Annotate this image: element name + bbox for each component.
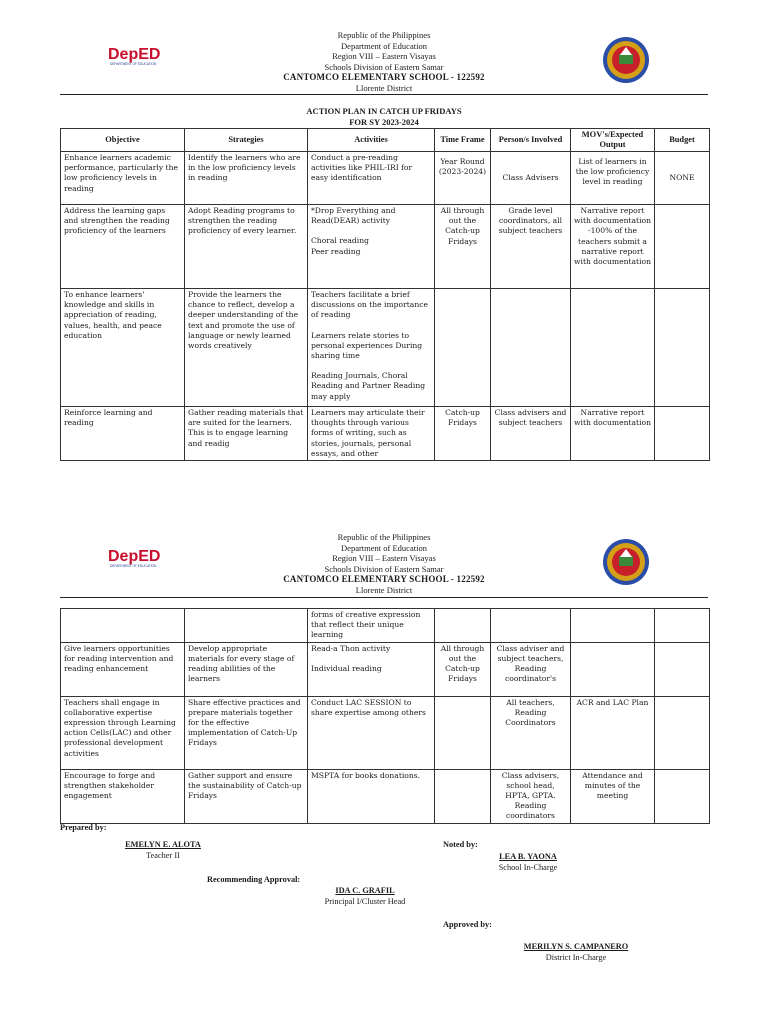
- approved-by-name: MERILYN S. CAMPANERO: [523, 942, 629, 951]
- budget-cell: [655, 407, 710, 461]
- prepared-by-name: EMELYN E. ALOTA: [125, 840, 201, 849]
- table-row: [61, 407, 710, 461]
- prepared-by-label: Prepared by:: [60, 823, 107, 832]
- activities-cell: [308, 642, 435, 696]
- approved-by-label: Approved by:: [443, 920, 492, 929]
- strategies-cell: [185, 609, 308, 643]
- title-line-2: FOR SY 2023-2024: [349, 116, 419, 127]
- recommending-name: IDA C. GRAFIL: [335, 886, 395, 895]
- strategies-cell: Provide the learners the chance to reflect, develop a deeper understanding of the text and promote the use of language or newly learned words creatively: [185, 289, 308, 407]
- objective-cell: Enhance learners academic performance, particularly the low proficiency levels in reading: [61, 152, 185, 205]
- budget-cell: [655, 769, 710, 823]
- objective-cell: Encourage to forge and strengthen stakeholder engagement: [61, 769, 185, 823]
- activity-item: Choral reading Peer reading: [311, 236, 369, 256]
- strategies-cell: Gather support and ensure the sustainability of Catch-up Fridays: [185, 769, 308, 823]
- activity-item: Individual reading: [311, 663, 382, 673]
- letterhead-page-2: [0, 532, 768, 595]
- header-strategies: Strategies: [185, 129, 308, 152]
- header-persons-involved: Person/s Involved: [491, 129, 571, 152]
- objective-cell: To enhance learners' knowledge and skills in appreciation of reading, values, health, and peace education: [61, 289, 185, 407]
- activities-cell: MSPTA for books donations.: [308, 769, 435, 823]
- strategies-cell: Identify the learners who are in the low proficiency levels in reading: [185, 152, 308, 205]
- persons-cell: Grade level coordinators, all subject teachers: [491, 205, 571, 289]
- activities-cell: Conduct LAC SESSION to share expertise among others: [308, 696, 435, 769]
- time-frame-cell: [435, 289, 491, 407]
- budget-cell: NONE: [655, 152, 710, 205]
- header-line-republic: Republic of the Philippines: [337, 532, 431, 542]
- time-frame-cell: [435, 769, 491, 823]
- header-divider: [60, 94, 708, 95]
- prepared-by-title: Teacher II: [146, 850, 180, 860]
- header-line-department: Department of Education: [341, 40, 427, 51]
- budget-cell: [655, 696, 710, 769]
- header-time-frame: Time Frame: [435, 129, 491, 152]
- title-line-1: ACTION PLAN IN CATCH UP FRIDAYS: [306, 106, 462, 116]
- table-row: [61, 696, 710, 769]
- table-row: [61, 642, 710, 696]
- svg-text:DepED: DepED: [108, 548, 161, 565]
- persons-cell: Class Advisers: [491, 152, 571, 205]
- header-line-division: Schools Division of Eastern Samar: [324, 563, 444, 574]
- budget-cell: [655, 205, 710, 289]
- persons-cell: Class advisers, school head, HPTA, GPTA. Reading coordinators: [491, 769, 571, 823]
- svg-text:DEPARTMENT OF EDUCATION: DEPARTMENT OF EDUCATION: [110, 564, 157, 568]
- strategies-cell: Develop appropriate materials for every stage of reading abilities of the learners: [185, 642, 308, 696]
- activities-cell: Learners may articulate their thoughts through various forms of writing, such as stories, journals, personal essays, and other: [308, 407, 435, 461]
- header-movs-expected-output: MOV's/Expected Output: [571, 129, 655, 152]
- budget-cell: [655, 642, 710, 696]
- svg-text:DepED: DepED: [108, 46, 161, 63]
- letterhead: [0, 30, 768, 93]
- header-budget: Budget: [655, 129, 710, 152]
- mov-cell: [571, 289, 655, 407]
- action-plan-table-page-2: [60, 608, 710, 824]
- noted-by-block: [443, 840, 478, 851]
- mov-cell: Attendance and minutes of the meeting: [571, 769, 655, 823]
- header-district: Llorente District: [355, 82, 413, 93]
- objective-cell: Address the learning gaps and strengthen the reading proficiency of the learners: [61, 205, 185, 289]
- activities-cell: forms of creative expression that reflect their unique learning: [308, 609, 435, 643]
- mov-cell: ACR and LAC Plan: [571, 696, 655, 769]
- header-school-name: CANTOMCO ELEMENTARY SCHOOL - 122592: [283, 72, 485, 82]
- activity-item: Reading Journals, Choral Reading and Partner Reading may apply: [311, 371, 426, 401]
- activity-item: Teachers facilitate a brief discussions on the importance of reading: [311, 290, 428, 320]
- table-row: [61, 152, 710, 205]
- header-line-division: Schools Division of Eastern Samar: [324, 61, 444, 72]
- header-line-region: Region VIII – Eastern Visayas: [332, 51, 436, 61]
- action-plan-table-page-1: [60, 128, 710, 461]
- activities-cell: [308, 205, 435, 289]
- header-line-republic: Republic of the Philippines: [337, 30, 431, 40]
- time-frame-cell: [435, 609, 491, 643]
- persons-cell: Class advisers and subject teachers: [491, 407, 571, 461]
- header-line-department: Department of Education: [341, 542, 427, 553]
- mov-cell: Narrative report with documentation -100% of the teachers submit a narrative report with documentation: [571, 205, 655, 289]
- mov-cell: [571, 609, 655, 643]
- header-activities: Activities: [308, 129, 435, 152]
- table-row: [61, 769, 710, 823]
- approved-by-title: District In-Charge: [545, 952, 607, 962]
- persons-cell: All teachers, Reading Coordinators: [491, 696, 571, 769]
- activities-cell: [308, 289, 435, 407]
- header-district: Llorente District: [355, 584, 413, 595]
- strategies-cell: Adopt Reading programs to strengthen the reading proficiency of every learner.: [185, 205, 308, 289]
- time-frame-cell: [435, 696, 491, 769]
- recommending-approval-label: Recommending Approval:: [207, 875, 301, 884]
- persons-cell: Class adviser and subject teachers, Reading coordinator's: [491, 642, 571, 696]
- objective-cell: Teachers shall engage in collaborative expertise expression through Learning action Cells(LAC) and other professional development activities: [61, 696, 185, 769]
- table-row: [61, 609, 710, 643]
- budget-cell: [655, 609, 710, 643]
- table-row: [61, 289, 710, 407]
- document-title: [0, 106, 768, 127]
- activity-item: *Drop Everything and Read(DEAR) activity: [311, 206, 396, 226]
- mov-cell: [571, 642, 655, 696]
- budget-cell: [655, 289, 710, 407]
- mov-cell: List of learners in the low proficiency level in reading: [571, 152, 655, 205]
- approved-by-block: [443, 920, 492, 931]
- time-frame-cell: All through out the Catch-up Fridays: [435, 642, 491, 696]
- noted-by-name: LEA B. YAONA: [499, 852, 557, 861]
- objective-cell: Reinforce learning and reading: [61, 407, 185, 461]
- strategies-cell: Share effective practices and prepare materials together for the effective implementation of Catch-Up Fridays: [185, 696, 308, 769]
- recommending-title: Principal I/Cluster Head: [324, 896, 406, 906]
- recommending-approval-block: [207, 875, 300, 886]
- svg-text:DEPARTMENT OF EDUCATION: DEPARTMENT OF EDUCATION: [110, 62, 157, 66]
- activity-item: Read-a Thon activity: [311, 643, 391, 653]
- prepared-by-block: [60, 823, 106, 834]
- time-frame-cell: Year Round (2023-2024): [435, 152, 491, 205]
- header-divider: [60, 597, 708, 598]
- strategies-cell: Gather reading materials that are suited for the learners. This is to engage learning and readig: [185, 407, 308, 461]
- header-objective: Objective: [61, 129, 185, 152]
- approved-by-signatory: [510, 942, 642, 963]
- noted-by-title: School In-Charge: [498, 862, 558, 872]
- header-line-region: Region VIII – Eastern Visayas: [332, 553, 436, 563]
- objective-cell: [61, 609, 185, 643]
- mov-cell: Narrative report with documentation: [571, 407, 655, 461]
- table-header-row: [61, 129, 710, 152]
- table-row: [61, 205, 710, 289]
- recommending-signatory: [306, 886, 424, 907]
- noted-by-signatory: [488, 852, 568, 873]
- activity-item: Learners relate stories to personal experiences During sharing time: [311, 330, 423, 361]
- persons-cell: [491, 609, 571, 643]
- activities-cell: Conduct a pre-reading activities like PHIL-IRI for easy identification: [308, 152, 435, 205]
- header-school-name: CANTOMCO ELEMENTARY SCHOOL - 122592: [283, 574, 485, 584]
- persons-cell: [491, 289, 571, 407]
- prepared-by-signatory: [118, 840, 208, 861]
- noted-by-label: Noted by:: [443, 840, 478, 849]
- time-frame-cell: All through out the Catch-up Fridays: [435, 205, 491, 289]
- time-frame-cell: Catch-up Fridays: [435, 407, 491, 461]
- objective-cell: Give learners opportunities for reading intervention and reading enhancement: [61, 642, 185, 696]
